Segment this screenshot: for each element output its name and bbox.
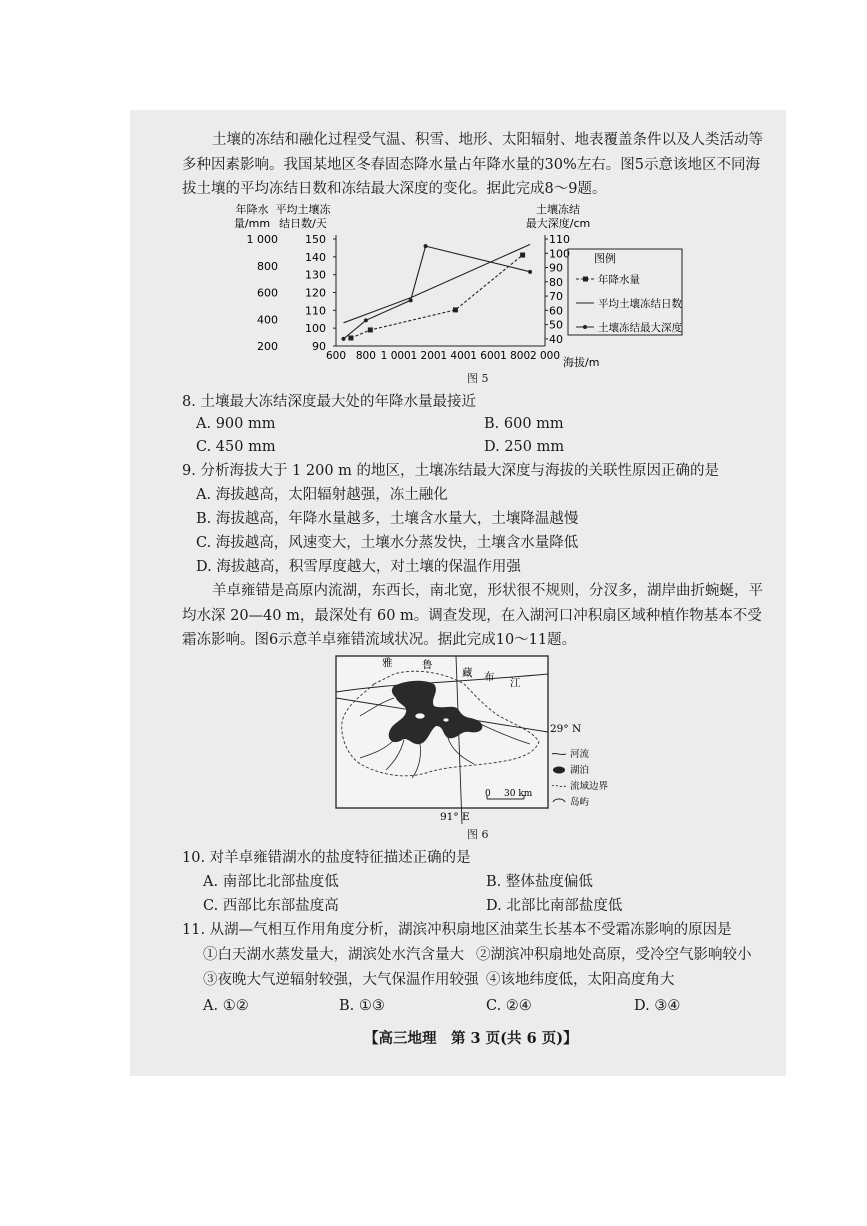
q10-option-b[interactable]: B. 整体盐度偏低 (486, 874, 593, 890)
x-tick-label: 1 000 (380, 350, 411, 362)
longitude-label: 91° E (440, 811, 470, 823)
legend-label-2: 土壤冻结最大深度 (598, 322, 682, 334)
q11-statement-2: ②湖滨冲积扇地处高原，受冷空气影响较小 (476, 947, 752, 963)
x-tick-label: 1 200 (410, 350, 441, 362)
river-name-char: 鲁 (422, 659, 433, 671)
y-right-tick-label: 60 (549, 304, 563, 318)
y-left1-axis-label: 年降水 (235, 203, 269, 216)
map-legend-label: 岛屿 (570, 797, 590, 808)
legend-river-symbol (552, 753, 566, 754)
legend-boundary-symbol (552, 785, 566, 786)
y-right-axis-label: 土壤冻结 (536, 203, 580, 216)
river-name-char: 雅 (382, 657, 393, 669)
q11-stem: 11. 从湖—气相互作用角度分析，湖滨冲积扇地区油菜生长基本不受霜冻影响的原因是 (182, 922, 732, 938)
river-name-char: 布 (484, 671, 495, 683)
legend-label-1: 平均土壤冻结日数 (598, 298, 682, 310)
river-name-char: 藏 (462, 667, 473, 679)
chart-legend-title: 图例 (594, 252, 616, 265)
figure-6-caption: 图 6 (467, 828, 489, 841)
q11-option-c[interactable]: C. ②④ (486, 998, 532, 1014)
legend-label-0: 年降水量 (598, 274, 640, 286)
y-left2-tick-label: 90 (312, 340, 326, 353)
q11-statement-4: ④该地纬度低，太阳高度角大 (486, 972, 675, 988)
q11-statement-1: ①白天湖水蒸发量大，湖滨处水汽含量大 (203, 947, 464, 963)
q10-stem: 10. 对羊卓雍错湖水的盐度特征描述正确的是 (182, 850, 471, 866)
y-left2-axis-label: 平均土壤冻 (275, 203, 331, 216)
x-axis-label: 海拔/m (563, 356, 600, 369)
q10-option-a[interactable]: A. 南部比北部盐度低 (203, 874, 339, 890)
latitude-label: 29° N (550, 723, 582, 735)
x-tick-label: 1 400 (440, 350, 471, 362)
y-left1-tick-label: 800 (257, 259, 278, 273)
island-1 (415, 713, 425, 719)
x-tick-label: 800 (355, 350, 376, 362)
x-tick-label: 1 800 (500, 350, 531, 362)
series-2-point (341, 337, 345, 341)
river-name-char: 江 (510, 677, 521, 689)
y-right-tick-label: 40 (549, 332, 563, 346)
series-line-0 (351, 255, 523, 338)
map-legend-label: 湖泊 (570, 765, 590, 776)
y-right-tick-label: 70 (549, 290, 563, 304)
y-right-tick-label: 100 (549, 247, 570, 261)
series-0-point (368, 327, 373, 332)
series-line-2 (344, 246, 531, 339)
figure-5-chart (228, 203, 688, 378)
y-left2-tick-label: 110 (305, 304, 326, 318)
y-right-tick-label: 110 (549, 233, 570, 246)
q8-option-a[interactable]: A. 900 mm (196, 416, 276, 432)
q11-option-d[interactable]: D. ③④ (634, 998, 681, 1014)
series-0-point (520, 253, 525, 258)
q9-option-b[interactable]: B. 海拔越高，年降水量越多，土壤含水量大，土壤降温越慢 (196, 511, 579, 527)
map-legend-label: 流域边界 (570, 781, 609, 792)
island-2 (443, 718, 449, 722)
intro-paragraph-2: 羊卓雍错是高原内流湖，东西长，南北宽，形状很不规则，分汊多，湖岸曲折蜿蜒，平均水深 20—40 m，最深处有 60 m。调查发现，在入湖河口冲积扇区域种植作物基本不受霜冻影响。图6示意羊卓雍错流域状况。据此完成10～11题。 (182, 583, 763, 648)
y-left1-tick-label: 200 (257, 340, 278, 353)
series-2-point (424, 244, 428, 248)
x-tick-label: 1 600 (470, 350, 501, 362)
q10-option-d[interactable]: D. 北部比南部盐度低 (486, 898, 623, 914)
x-tick-label: 2 000 (529, 350, 561, 362)
q8-stem: 8. 土壤最大冻结深度最大处的年降水量最接近 (182, 394, 476, 410)
x-tick-label: 600 (325, 350, 347, 362)
q10-option-c[interactable]: C. 西部比东部盐度高 (203, 898, 339, 914)
y-left2-tick-label: 100 (305, 322, 326, 336)
q9-stem: 9. 分析海拔大于 1 200 m 的地区，土壤冻结最大深度与海拔的关联性原因正确的是 (182, 463, 720, 479)
q9-option-c[interactable]: C. 海拔越高，风速变大，土壤水分蒸发快，土壤含水量降低 (196, 535, 579, 551)
page-footer: 【高三地理 第 3 页(共 6 页)】 (364, 1030, 578, 1047)
series-2-point (528, 270, 532, 274)
y-left1-tick-label: 600 (257, 286, 278, 300)
y-left2-axis-label: 结日数/天 (279, 217, 327, 230)
q9-option-a[interactable]: A. 海拔越高，太阳辐射越强，冻土融化 (196, 487, 448, 503)
y-left1-tick-label: 400 (257, 313, 278, 327)
scale-zero-label: 0 (485, 789, 491, 799)
series-0-point (453, 307, 458, 312)
y-left2-tick-label: 130 (305, 268, 326, 282)
y-left2-tick-label: 120 (305, 286, 326, 300)
legend-island-symbol (553, 799, 565, 802)
series-2-point (409, 298, 413, 302)
scale-label: 30 km (504, 789, 533, 799)
y-right-tick-label: 50 (549, 318, 563, 332)
y-right-tick-label: 90 (549, 261, 563, 275)
q8-option-b[interactable]: B. 600 mm (484, 416, 564, 432)
legend-marker-0 (583, 277, 588, 282)
q8-option-d[interactable]: D. 250 mm (484, 439, 565, 455)
q11-option-a[interactable]: A. ①② (203, 998, 249, 1014)
y-right-axis-label: 最大深度/cm (525, 217, 591, 230)
intro-paragraph-1: 土壤的冻结和融化过程受气温、积雪、地形、太阳辐射、地表覆盖条件以及人类活动等多种因素影响。我国某地区冬春固态降水量占年降水量的30%左右。图5示意该地区不同海拔土壤的平均冻结日数和冻结最大深度的变化。据此完成8～9题。 (182, 132, 763, 197)
q11-option-b[interactable]: B. ①③ (339, 998, 385, 1014)
q8-option-c[interactable]: C. 450 mm (196, 439, 276, 455)
legend-marker-2 (583, 325, 587, 329)
figure-5-caption: 图 5 (467, 372, 489, 385)
y-left1-tick-label: 1 000 (246, 233, 278, 246)
y-left1-axis-label: 量/mm (233, 217, 271, 230)
y-right-tick-label: 80 (549, 275, 563, 289)
series-2-point (364, 318, 368, 322)
y-left2-tick-label: 140 (305, 250, 326, 264)
series-line-1 (344, 244, 531, 322)
q9-option-d[interactable]: D. 海拔越高，积雪厚度越大，对土壤的保温作用强 (196, 559, 521, 575)
q11-statement-3: ③夜晚大气逆辐射较强，大气保温作用较强 (203, 972, 479, 988)
map-legend-label: 河流 (570, 749, 590, 760)
legend-lake-symbol (553, 767, 565, 774)
figure-6-map (334, 654, 634, 824)
y-left2-tick-label: 150 (305, 233, 326, 246)
series-0-point (348, 335, 353, 340)
